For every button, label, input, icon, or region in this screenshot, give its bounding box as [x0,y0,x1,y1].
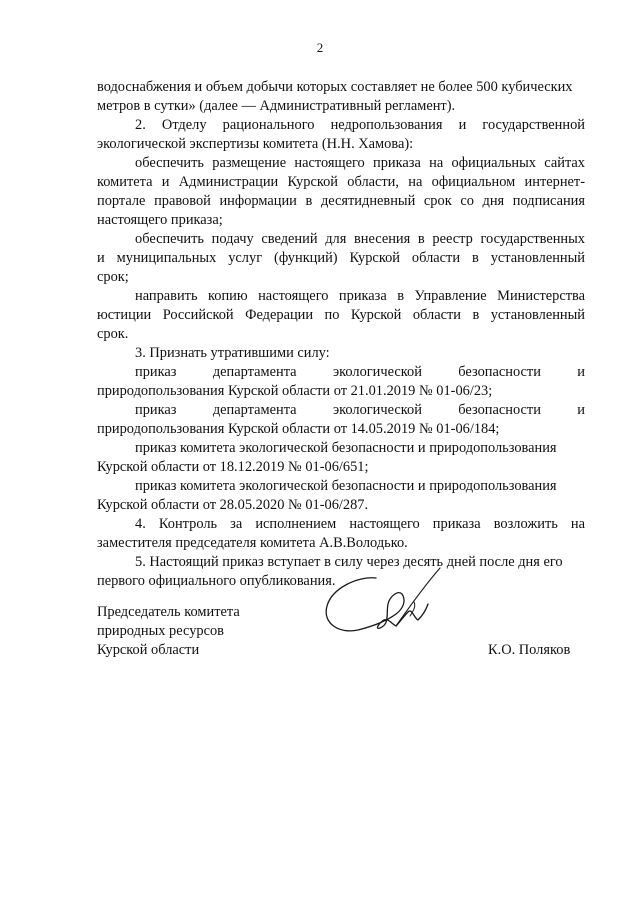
text-line: и муниципальных услуг (функций) Курской области в установленный [97,250,585,266]
text-line: Курской области от 18.12.2019 № 01-06/651; [97,459,369,475]
text-line: 2. Отделу рационального недропользования и государственной [135,117,585,133]
text-line: экологической экспертизы комитета (Н.Н. Хамова): [97,136,414,152]
handwritten-signature [318,566,448,656]
text-line: приказ департамента экологической безопасности и [135,364,585,380]
text-line: 5. Настоящий приказ вступает в силу через десять дней после дня его [135,554,563,570]
text-line: метров в сутки» (далее — Административный регламент). [97,98,456,114]
text-line: приказ комитета экологической безопасности и природопользования [135,478,557,494]
text-line: настоящего приказа; [97,212,223,228]
text-line: природопользования Курской области от 21.01.2019 № 01-06/23; [97,383,493,399]
text-line: портале правовой информации в десятидневный срок со дня подписания [97,193,585,209]
text-line: водоснабжения и объем добычи которых составляет не более 500 кубических [97,79,573,95]
text-line: первого официального опубликования. [97,573,336,589]
page-number: 2 [316,40,324,55]
text-line: обеспечить размещение настоящего приказа на официальных сайтах [135,155,585,171]
text-line: приказ комитета экологической безопасности и природопользования [135,440,557,456]
text-line: направить копию настоящего приказа в Управление Министерства [135,288,585,304]
text-line: природопользования Курской области от 14.05.2019 № 01-06/184; [97,421,500,437]
text-line: заместителя председателя комитета А.В.Володько. [97,535,408,551]
text-line: 4. Контроль за исполнением настоящего приказа возложить на [135,516,585,532]
text-line: срок. [97,326,129,342]
signatory-title-line: Председатель комитета [97,604,240,620]
text-line: комитета и Администрации Курской области, на официальном интернет- [97,174,585,190]
text-line: юстиции Российской Федерации по Курской области в установленный [97,307,585,323]
text-line: Курской области от 28.05.2020 № 01-06/287. [97,497,369,513]
text-line: 3. Признать утратившими силу: [135,345,330,361]
signatory-name: К.О. Поляков [488,642,571,658]
text-line: срок; [97,269,129,285]
signatory-title-line: Курской области [97,642,200,658]
text-line: приказ департамента экологической безопасности и [135,402,585,418]
signatory-title-line: природных ресурсов [97,623,224,639]
text-line: обеспечить подачу сведений для внесения в реестр государственных [135,231,585,247]
